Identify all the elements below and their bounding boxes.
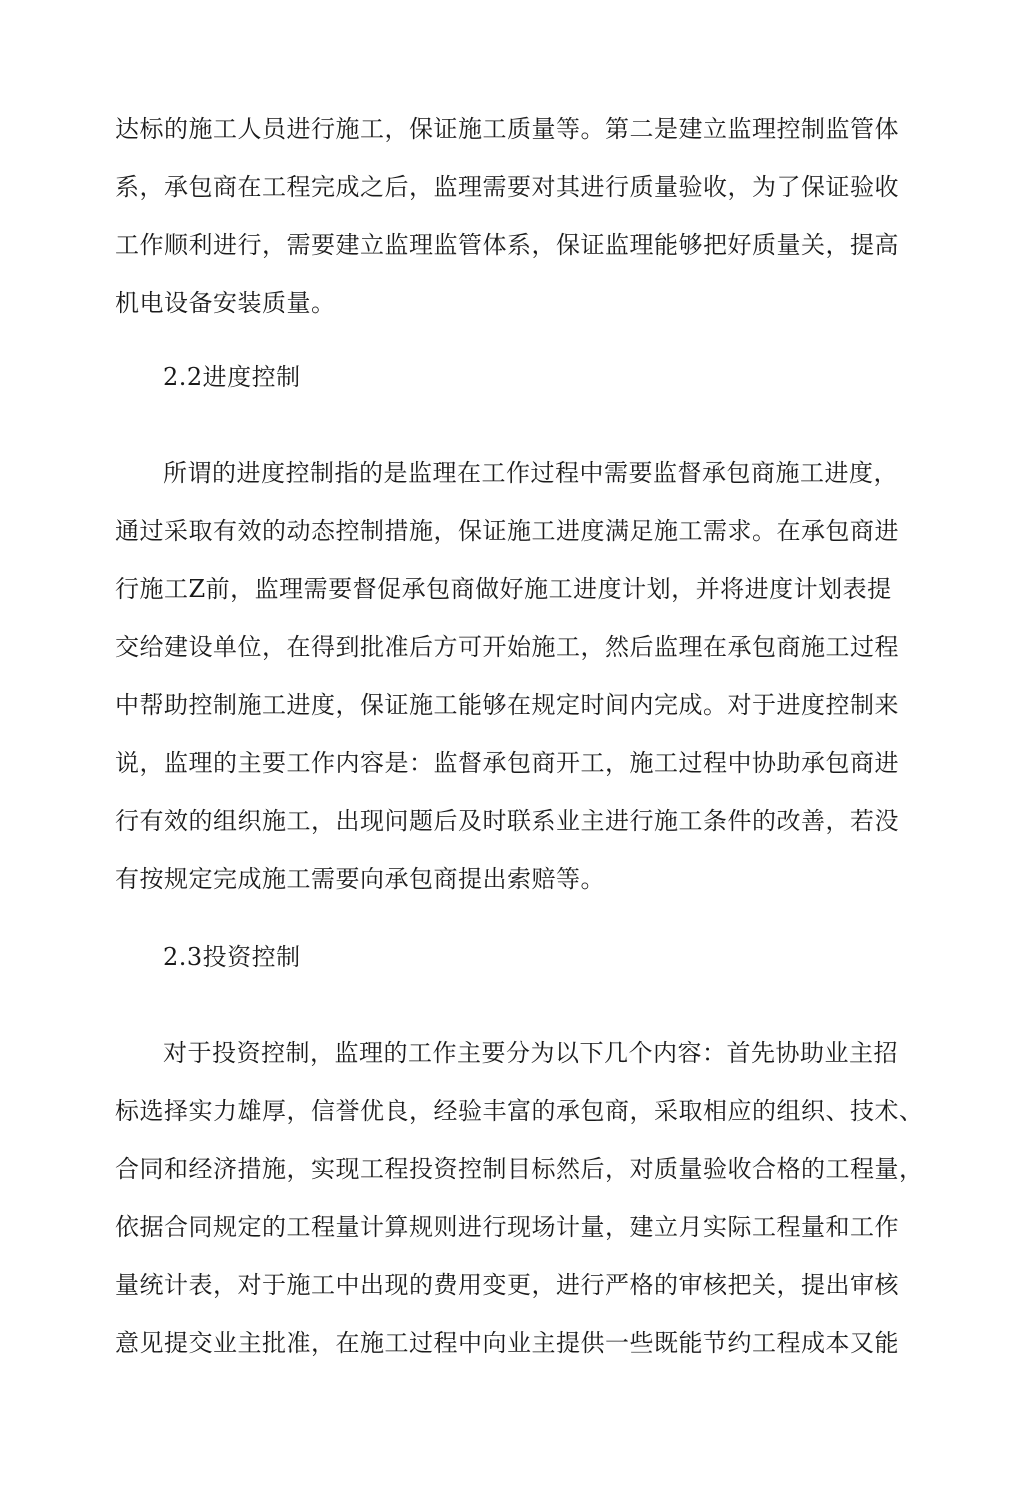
- para2-line-2: 通过采取有效的动态控制措施，保证施工进度满足施工需求。在承包商进: [115, 517, 899, 545]
- para2-line-3: 行施工Z前，监理需要督促承包商做好施工进度计划，并将进度计划表提: [115, 575, 892, 603]
- para2-line-8: 有按规定完成施工需要向承包商提出索赔等。: [115, 865, 605, 893]
- para1-line-1: 达标的施工人员进行施工，保证施工质量等。第二是建立监理控制监管体: [115, 115, 899, 143]
- para3-line-5: 量统计表，对于施工中出现的费用变更，进行严格的审核把关，提出审核: [115, 1271, 899, 1299]
- para3-line-3: 合同和经济措施，实现工程投资控制目标然后，对质量验收合格的工程量，: [115, 1155, 924, 1183]
- para1-line-4: 机电设备安装质量。: [115, 289, 336, 317]
- para2-line-4: 交给建设单位，在得到批准后方可开始施工，然后监理在承包商施工过程: [115, 633, 899, 661]
- para1-line-3: 工作顺利进行，需要建立监理监管体系，保证监理能够把好质量关，提高: [115, 231, 899, 259]
- para3-line-1: 对于投资控制，监理的工作主要分为以下几个内容：首先协助业主招: [163, 1039, 898, 1067]
- para2-line-6: 说，监理的主要工作内容是：监督承包商开工，施工过程中协助承包商进: [115, 749, 899, 777]
- section-heading-2-3: 2.3投资控制: [163, 943, 301, 971]
- para3-line-2: 标选择实力雄厚，信誉优良，经验丰富的承包商，采取相应的组织、技术、: [115, 1097, 924, 1125]
- section-heading-2-2: 2.2进度控制: [163, 363, 301, 391]
- para2-line-7: 行有效的组织施工，出现问题后及时联系业主进行施工条件的改善，若没: [115, 807, 899, 835]
- para3-line-4: 依据合同规定的工程量计算规则进行现场计量，建立月实际工程量和工作: [115, 1213, 899, 1241]
- para2-line-5: 中帮助控制施工进度，保证施工能够在规定时间内完成。对于进度控制来: [115, 691, 899, 719]
- para3-line-6: 意见提交业主批准，在施工过程中向业主提供一些既能节约工程成本又能: [115, 1329, 899, 1357]
- para2-line-1: 所谓的进度控制指的是监理在工作过程中需要监督承包商施工进度，: [163, 459, 898, 487]
- para1-line-2: 系，承包商在工程完成之后，监理需要对其进行质量验收，为了保证验收: [115, 173, 899, 201]
